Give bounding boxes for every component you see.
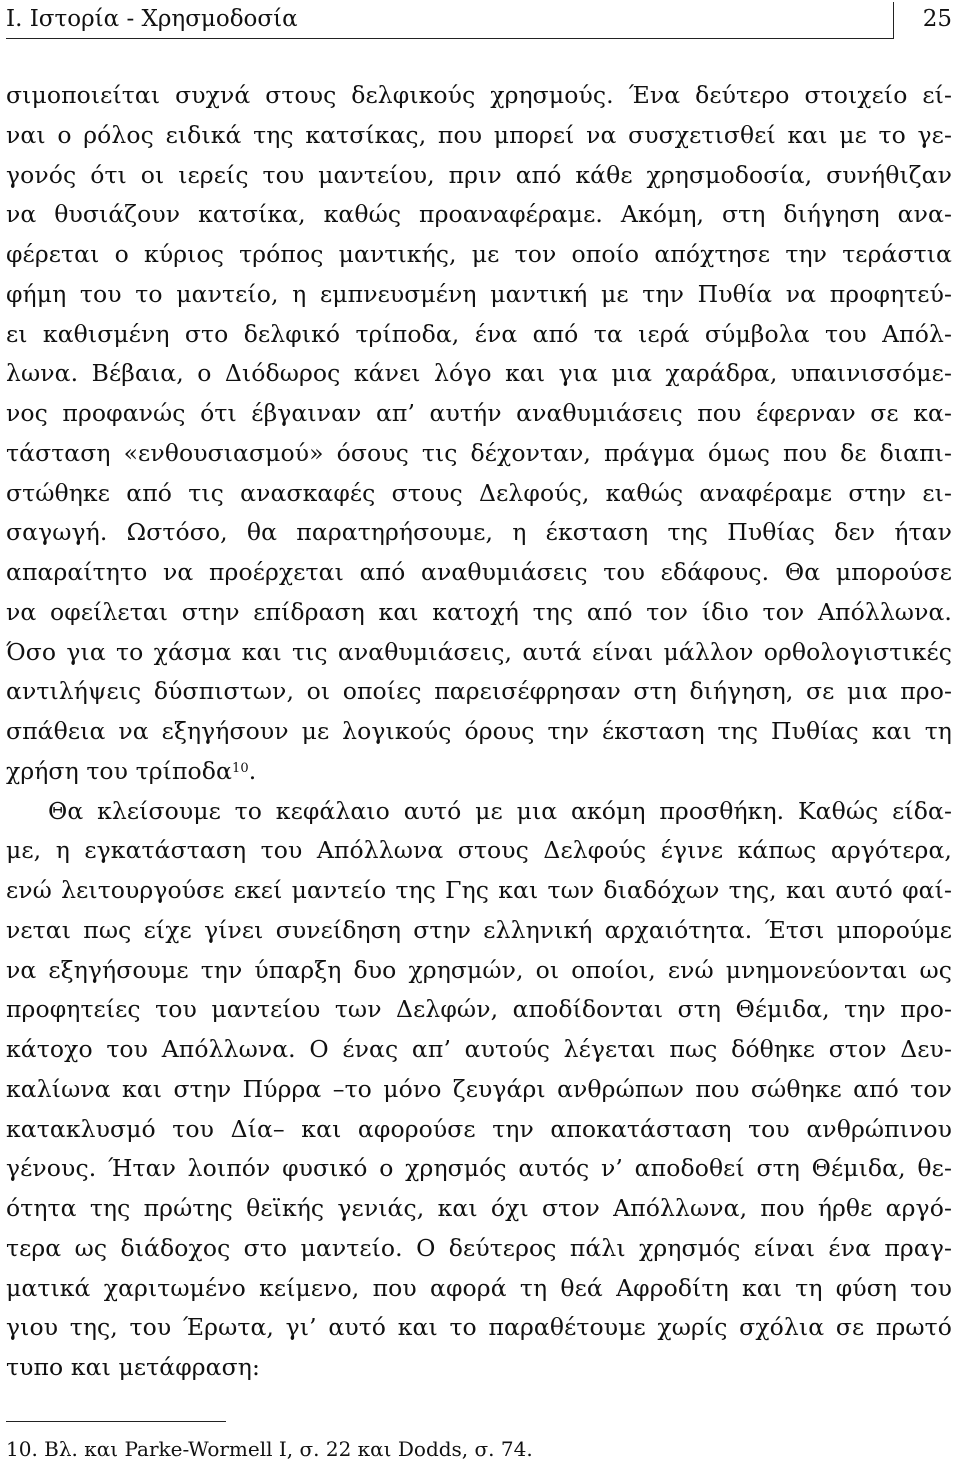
text-line: αντιλήψεις δύσπιστων, οι οποίες παρεισέφρησαν στη διήγηση, σε μια προ-	[6, 677, 952, 706]
footnote-ref: 10	[231, 760, 249, 776]
text-line: νος προφανώς ότι έβγαιναν απ’ αυτήν αναθυμιάσεις που έφερναν σε κα-	[6, 399, 952, 427]
text-line: να οφείλεται στην επίδραση και κατοχή της από τον ίδιο τον Απόλλωνα.	[6, 597, 952, 626]
text-line: φέρεται ο κύριος τρόπος μαντικής, με τον οποίο απόχτησε την τεράστια	[6, 240, 952, 268]
text-line: γονός ότι οι ιερείς του μαντείου, πριν από κάθε χρησμοδοσία, συνήθιζαν	[6, 160, 952, 189]
text-line: κάτοχο του Απόλλωνα. Ο ένας απ’ αυτούς λέγεται πως δόθηκε στον Δευ-	[6, 1035, 952, 1063]
text-line-last	[6, 752, 952, 792]
text-line: κατακλυσμό του Δία– και αφορούσε την αποκατάσταση του ανθρώπινου	[6, 1114, 952, 1143]
text-line: προφητείες του μαντείου των Δελφών, αποδίδονται στη Θέμιδα, την προ-	[6, 995, 952, 1024]
text-line: στώθηκε από τις ανασκαφές στους Δελφούς, καθώς αναφέραμε στην ει-	[6, 478, 952, 507]
header-rule-tick	[893, 2, 894, 39]
running-head: I. Ιστορία - Χρησμοδοσία	[6, 6, 298, 32]
text-line: νεται πως είχε γίνει συνείδηση στην ελληνική αρχαιότητα. Έτσι μπορούμε	[6, 915, 952, 944]
text-line: ότητα της πρώτης θεϊκής γενιάς, και όχι στον Απόλλωνα, που ήρθε αργό-	[6, 1194, 952, 1222]
header-rule	[6, 38, 894, 39]
last-line-end: .	[248, 756, 257, 785]
paragraph-2	[6, 792, 952, 1388]
text-line: σαγωγή. Ωστόσο, θα παρατηρήσουμε, η έκσταση της Πυθίας δεν ήταν	[6, 518, 952, 547]
body-text	[6, 76, 952, 1388]
text-line: με, η εγκατάσταση του Απόλλωνα στους Δελφούς έγινε κάπως αργότερα,	[6, 836, 952, 865]
last-line-text: χρήση του τρίποδα	[6, 756, 232, 785]
page-number: 25	[922, 6, 952, 32]
text-line: καλίωνα και στην Πύρρα –το μόνο ζευγάρι ανθρώπων που σώθηκε από τον	[6, 1074, 952, 1103]
text-line: σιμοποιείται συχνά στους δελφικούς χρησμούς. Ένα δεύτερο στοιχείο εί-	[6, 81, 952, 109]
text-line: ναι ο ρόλος ειδικά της κατσίκας, που μπορεί να συσχετισθεί και με το γε-	[6, 120, 952, 149]
paragraph-1	[6, 76, 952, 792]
text-line: τάσταση «ενθουσιασμού» όσους τις δέχονταν, πράγμα όμως που δε διαπι-	[6, 438, 952, 467]
text-line: φήμη του το μαντείο, η εμπνευσμένη μαντική με την Πυθία να προφητεύ-	[6, 279, 952, 308]
text-line: τερα ως διάδοχος στο μαντείο. Ο δεύτερος πάλι χρησμός είναι ένα πραγ-	[6, 1233, 952, 1262]
text-line: να εξηγήσουμε την ύπαρξη δυο χρησμών, οι οποίοι, ενώ μνημονεύονται ως	[6, 955, 952, 984]
text-line: γένους. Ήταν λοιπόν φυσικό ο χρησμός αυτός ν’ αποδοθεί στη Θέμιδα, θε-	[6, 1154, 952, 1183]
text-line: να θυσιάζουν κατσίκα, καθώς προαναφέραμε. Ακόμη, στη διήγηση ανα-	[6, 200, 952, 229]
text-line: ματικά χαριτωμένο κείμενο, που αφορά τη θεά Αφροδίτη και τη φύση του	[6, 1273, 952, 1302]
text-line: λωνα. Βέβαια, ο Διόδωρος κάνει λόγο και για μια χαράδρα, υπαινισσόμε-	[6, 359, 952, 388]
text-line-last: τυπο και μετάφραση:	[6, 1353, 260, 1381]
text-line: ει καθισμένη στο δελφικό τρίποδα, ένα από τα ιερά σύμβολα του Απόλ-	[6, 319, 952, 348]
footnote-rule	[6, 1421, 226, 1422]
text-line: απαραίτητο να προέρχεται από αναθυμιάσεις του εδάφους. Θα μπορούσε	[6, 558, 952, 586]
page-header	[6, 0, 956, 42]
text-line: σπάθεια να εξηγήσουν με λογικούς όρους την έκσταση της Πυθίας και τη	[6, 717, 952, 745]
text-line: Θα κλείσουμε το κεφάλαιο αυτό με μια ακόμη προσθήκη. Καθώς είδα-	[48, 796, 952, 825]
text-line: ενώ λειτουργούσε εκεί μαντείο της Γης και των διαδόχων της, και αυτό φαί-	[6, 876, 952, 904]
text-line: Όσο για το χάσμα και τις αναθυμιάσεις, αυτά είναι μάλλον ορθολογιστικές	[6, 637, 952, 666]
footnote: 10. Βλ. και Parke-Wormell I, σ. 22 και Dodds, σ. 74.	[6, 1437, 533, 1461]
text-line: γιου της, του Έρωτα, γι’ αυτό και το παραθέτουμε χωρίς σχόλια σε πρωτό	[6, 1313, 952, 1342]
